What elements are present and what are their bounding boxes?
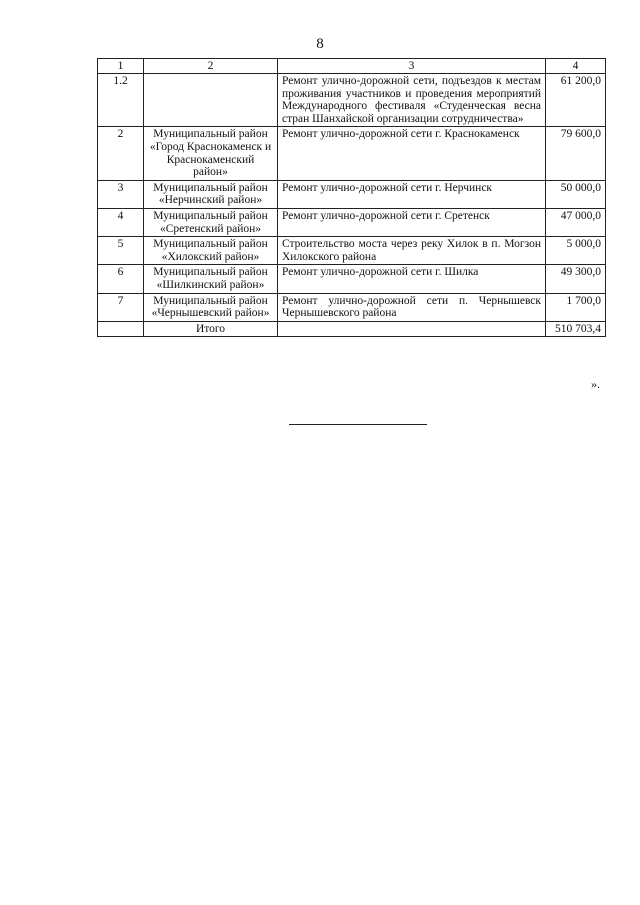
column-header: 2	[144, 59, 278, 74]
total-empty-cell	[278, 321, 546, 337]
funding-table	[97, 58, 606, 337]
work-description: Ремонт улично-дорожной сети г. Сретенск	[278, 208, 546, 236]
row-number: 6	[98, 265, 144, 293]
total-amount: 510 703,4	[546, 321, 606, 337]
table-row	[98, 127, 606, 180]
table-header-row	[98, 59, 606, 74]
table-row	[98, 237, 606, 265]
work-description: Ремонт улично-дорожной сети г. Краснокаменск	[278, 127, 546, 180]
row-number: 2	[98, 127, 144, 180]
district-name: Муниципальный район «Сретенский район»	[144, 208, 278, 236]
page-number: 8	[316, 36, 324, 52]
column-header: 4	[546, 59, 606, 74]
district-name	[144, 74, 278, 127]
work-description: Ремонт улично-дорожной сети, подъездов к местам проживания участников и проведения мероприятий Международного фестиваля «Студенческая весна стран Шанхайской организации сотрудничества»	[278, 74, 546, 127]
column-header: 3	[278, 59, 546, 74]
district-name: Муниципальный район «Нерчинский район»	[144, 180, 278, 208]
district-name: Муниципальный район «Хилокский район»	[144, 237, 278, 265]
work-description: Строительство моста через реку Хилок в п. Могзон Хилокского района	[278, 237, 546, 265]
total-label: Итого	[144, 321, 278, 337]
closing-quote-mark: ».	[591, 377, 600, 391]
district-name: Муниципальный район «Чернышевский район»	[144, 293, 278, 321]
district-name: Муниципальный район «Город Краснокаменск и Краснокаменский район»	[144, 127, 278, 180]
total-empty-cell	[98, 321, 144, 337]
table-row	[98, 265, 606, 293]
table-row	[98, 208, 606, 236]
table-row	[98, 74, 606, 127]
work-description: Ремонт улично-дорожной сети п. Чернышевск Чернышевского района	[278, 293, 546, 321]
row-number: 3	[98, 180, 144, 208]
total-row	[98, 321, 606, 337]
table-row	[98, 180, 606, 208]
amount: 5 000,0	[546, 237, 606, 265]
work-description: Ремонт улично-дорожной сети г. Шилка	[278, 265, 546, 293]
amount: 49 300,0	[546, 265, 606, 293]
column-header: 1	[98, 59, 144, 74]
row-number: 4	[98, 208, 144, 236]
row-number: 1.2	[98, 74, 144, 127]
work-description: Ремонт улично-дорожной сети г. Нерчинск	[278, 180, 546, 208]
amount: 50 000,0	[546, 180, 606, 208]
amount: 1 700,0	[546, 293, 606, 321]
row-number: 7	[98, 293, 144, 321]
amount: 47 000,0	[546, 208, 606, 236]
end-divider-line	[289, 424, 427, 425]
amount: 79 600,0	[546, 127, 606, 180]
amount: 61 200,0	[546, 74, 606, 127]
row-number: 5	[98, 237, 144, 265]
table-row	[98, 293, 606, 321]
district-name: Муниципальный район «Шилкинский район»	[144, 265, 278, 293]
